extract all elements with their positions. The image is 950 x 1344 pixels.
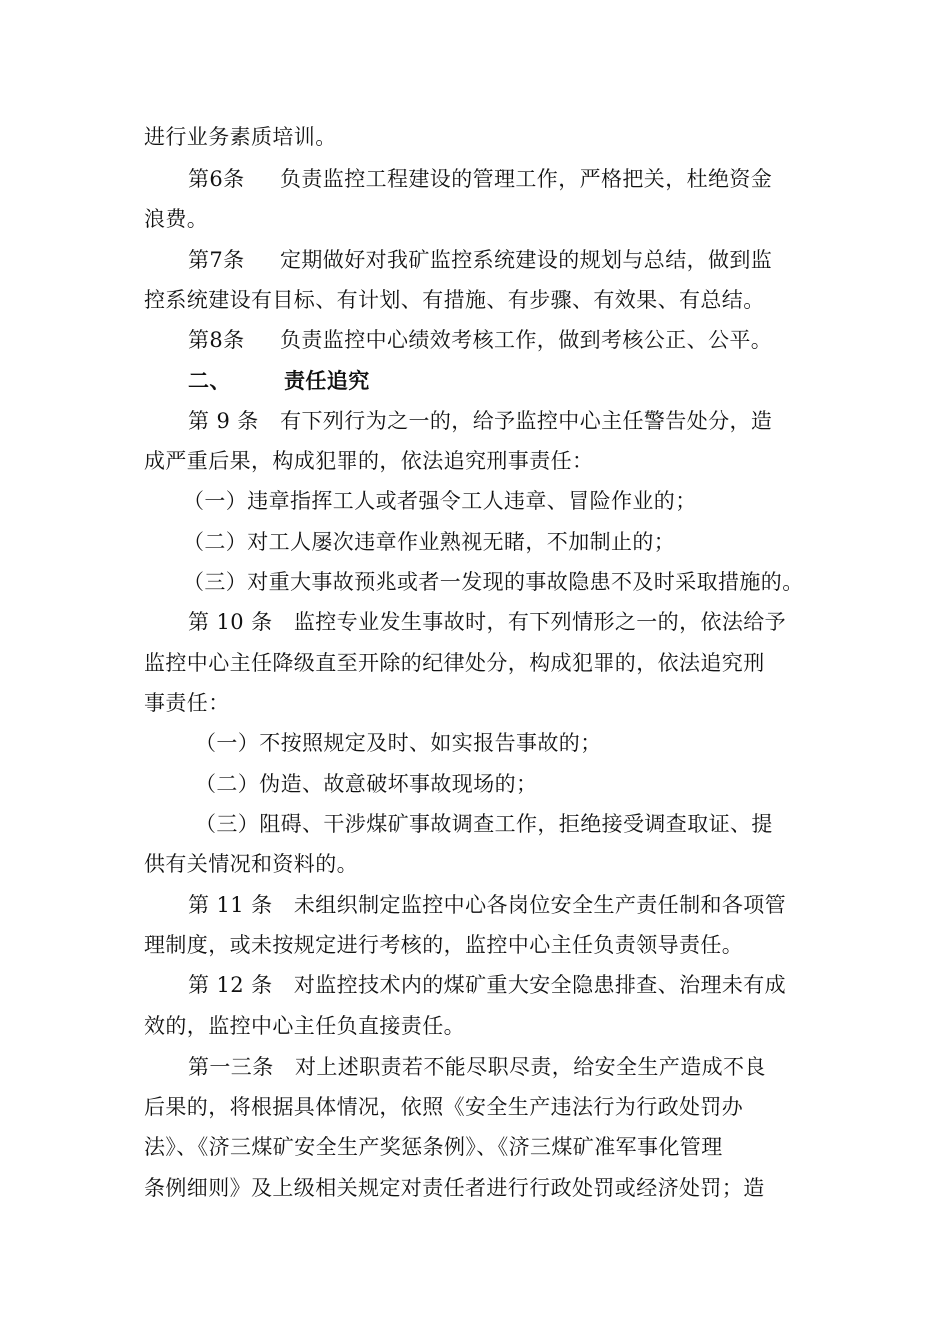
article-label: 第7条 <box>188 248 245 272</box>
text-line: 浪费。 <box>144 207 209 231</box>
article-text: 负责监控中心绩效考核工作，做到考核公正、公平。 <box>280 328 773 352</box>
section-number: 二、 <box>188 368 231 393</box>
text-line: 监控中心主任降级直至开除的纪律处分，构成犯罪的，依法追究刑 <box>144 651 765 675</box>
section-title: 责任追究 <box>284 368 370 393</box>
list-item: （一）不按照规定及时、如实报告事故的； <box>195 731 602 755</box>
article-6 <box>188 164 772 194</box>
list-item: （二）伪造、故意破坏事故现场的； <box>195 772 538 796</box>
list-item: （一）违章指挥工人或者强令工人违章、冒险作业的； <box>183 489 697 513</box>
section-heading <box>188 366 370 396</box>
article-12: 第 12 条 对监控技术内的煤矿重大安全隐患排查、治理未有成 <box>188 973 787 997</box>
text-line: 控系统建设有目标、有计划、有措施、有步骤、有效果、有总结。 <box>144 288 765 312</box>
text-line: 进行业务素质培训。 <box>144 125 337 149</box>
article-label: 第6条 <box>188 167 245 191</box>
text-line: 法》、《济三煤矿安全生产奖惩条例》、《济三煤矿准军事化管理 <box>144 1135 723 1159</box>
article-7 <box>188 245 772 275</box>
list-item: （二）对工人屡次违章作业熟视无睹，不加制止的； <box>183 530 676 554</box>
text-line: 后果的，将根据具体情况，依照《安全生产违法行为行政处罚办 <box>144 1095 744 1119</box>
article-10: 第 10 条 监控专业发生事故时，有下列情形之一的，依法给予 <box>188 610 787 634</box>
article-label: 第8条 <box>188 328 245 352</box>
text-line: 理制度，或未按规定进行考核的，监控中心主任负责领导责任。 <box>144 933 744 957</box>
text-line: 条例细则》及上级相关规定对责任者进行行政处罚或经济处罚；造 <box>144 1176 765 1200</box>
text-line: 成严重后果，构成犯罪的，依法追究刑事责任： <box>144 449 594 473</box>
text-line: 事责任： <box>144 691 230 715</box>
list-item: （三）对重大事故预兆或者一发现的事故隐患不及时采取措施的。 <box>183 570 804 594</box>
article-9: 第 9 条 有下列行为之一的，给予监控中心主任警告处分，造 <box>188 409 773 433</box>
list-item: （三）阻碍、干涉煤矿事故调查工作，拒绝接受调查取证、提 <box>195 812 773 836</box>
article-text: 定期做好对我矿监控系统建设的规划与总结，做到监 <box>280 248 773 272</box>
article-13: 第一三条 对上述职责若不能尽职尽责，给安全生产造成不良 <box>188 1055 766 1079</box>
article-8 <box>188 325 772 355</box>
article-11: 第 11 条 未组织制定监控中心各岗位安全生产责任制和各项管 <box>188 893 787 917</box>
text-line: 效的，监控中心主任负直接责任。 <box>144 1014 465 1038</box>
text-line: 供有关情况和资料的。 <box>144 852 358 876</box>
article-text: 负责监控工程建设的管理工作，严格把关，杜绝资金 <box>280 167 773 191</box>
